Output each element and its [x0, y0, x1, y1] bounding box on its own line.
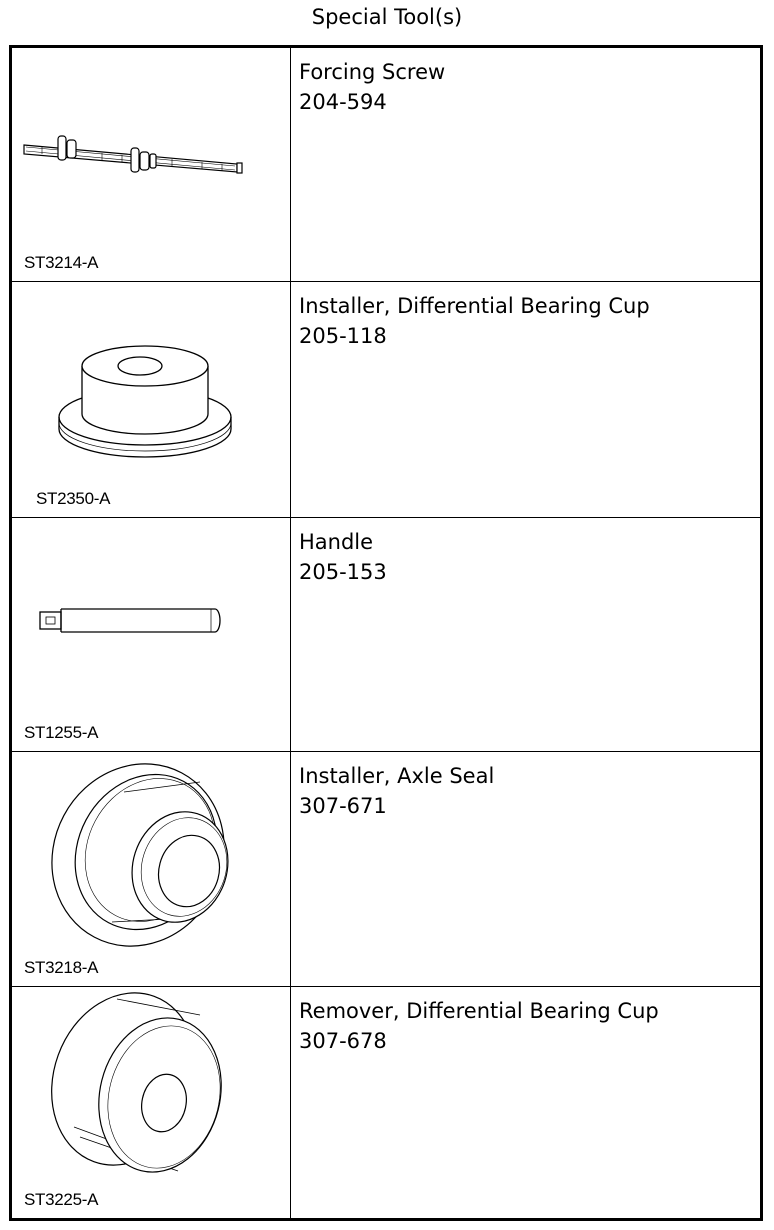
special-tools-table [9, 45, 763, 1221]
table-row [11, 282, 762, 518]
tool-illustration-cell [11, 282, 291, 518]
tool-number: 204-594 [299, 90, 387, 114]
tool-number: 205-118 [299, 324, 387, 348]
page-title: Special Tool(s) [311, 5, 463, 29]
tool-description-cell [291, 518, 762, 752]
tool-description-cell [291, 987, 762, 1220]
bearing-cup-installer-icon [12, 282, 290, 518]
handle-icon [12, 518, 290, 752]
tool-number: 205-153 [299, 560, 387, 584]
tool-description-cell [291, 282, 762, 518]
tool-description-cell [291, 752, 762, 987]
illustration-code: ST3214-A [24, 253, 99, 272]
illustration-code: ST3218-A [24, 958, 99, 977]
table-row [11, 47, 762, 282]
tool-name: Forcing Screw [299, 60, 446, 84]
bearing-cup-remover-icon [12, 987, 290, 1220]
tool-illustration-cell [11, 47, 291, 282]
tool-description-cell [291, 47, 762, 282]
tool-name: Installer, Axle Seal [299, 764, 495, 788]
illustration-code: ST3225-A [24, 1190, 99, 1209]
illustration-code: ST1255-A [24, 723, 99, 742]
tool-number: 307-671 [299, 794, 387, 818]
table-row [11, 518, 762, 752]
tool-name: Remover, Differential Bearing Cup [299, 999, 659, 1023]
tool-number: 307-678 [299, 1029, 387, 1053]
tool-illustration-cell [11, 987, 291, 1220]
illustration-code: ST2350-A [36, 489, 111, 508]
axle-seal-installer-icon [12, 752, 290, 987]
tool-illustration-cell [11, 752, 291, 987]
tool-illustration-cell [11, 518, 291, 752]
forcing-screw-icon [12, 48, 290, 283]
tool-name: Installer, Differential Bearing Cup [299, 294, 650, 318]
table-row [11, 752, 762, 987]
table-row [11, 987, 762, 1220]
tool-name: Handle [299, 530, 374, 554]
